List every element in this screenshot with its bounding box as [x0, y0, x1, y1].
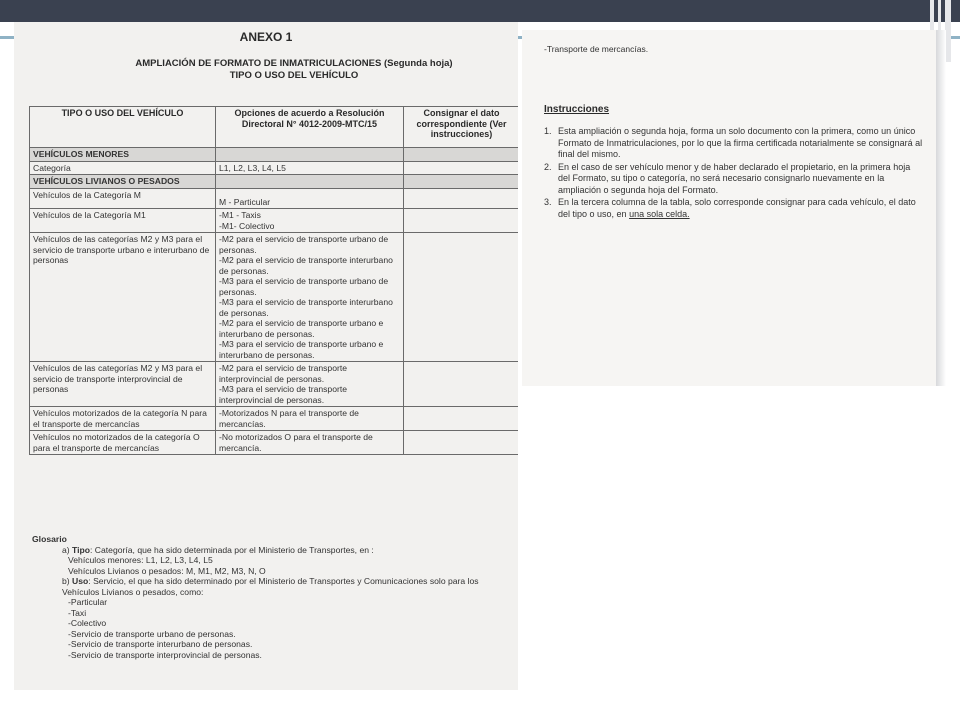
cell-label: Vehículos de la Categoría M1: [30, 209, 216, 233]
slide-top-bar: [0, 0, 960, 22]
header-tipo: TIPO O USO DEL VEHÍCULO: [30, 107, 216, 148]
cell-options: -Motorizados N para el transporte de mercancías.: [216, 407, 404, 431]
section-vehiculos-livianos: VEHÍCULOS LIVIANOS O PESADOS: [30, 175, 216, 189]
table-row: [30, 209, 519, 233]
doc-subtitle-line-1: AMPLIACIÓN DE FORMATO DE INMATRICULACIONES (Segunda hoja): [135, 58, 453, 69]
glossary-line: -Servicio de transporte interurbano de personas.: [68, 639, 253, 649]
table-row: [30, 188, 519, 209]
glossary: [32, 534, 512, 660]
doc-title: ANEXO 1: [239, 30, 293, 44]
cell-options: M - Particular: [216, 188, 404, 209]
option-line: -M2 para el servicio de transporte interurbano de personas.: [219, 255, 393, 276]
glossary-line: Vehículos menores: L1, L2, L3, L4, L5: [68, 555, 213, 565]
cell-label: Vehículos de las categorías M2 y M3 para el servicio de transporte urbano e interurbano de personas: [30, 233, 216, 362]
doc-subtitle-line-2: TIPO O USO DEL VEHÍCULO: [229, 70, 359, 81]
option-line: -M3 para el servicio de transporte urbano de personas.: [219, 276, 389, 297]
table-row: [30, 161, 519, 175]
cell-value-empty: [404, 362, 519, 407]
glossary-term: Tipo: [72, 544, 91, 555]
table-row: [30, 362, 519, 407]
scanned-page-instructions: [522, 30, 936, 386]
cell-label: Vehículos de la Categoría M: [30, 188, 216, 209]
cell-value-empty: [404, 407, 519, 431]
list-item: 3. En la tercera columna de la tabla, solo corresponde consignar para cada vehículo, el dato del tipo o uso, en una sola celda.: [544, 197, 916, 219]
table-row: [30, 148, 519, 162]
glossary-line: -Colectivo: [68, 618, 107, 628]
cell-label: Categoría: [30, 161, 216, 175]
cell-options: [216, 362, 404, 407]
table-row: [30, 175, 519, 189]
cell-label: Vehículos no motorizados de la categoría O para el transporte de mercancías: [30, 431, 216, 455]
header-consignar: Consignar el dato correspondiente (Ver instrucciones): [404, 107, 519, 148]
underlined-text: una sola celda.: [629, 208, 690, 219]
cell-options: [216, 233, 404, 362]
cell-value-empty: [404, 431, 519, 455]
vehicle-type-table: [29, 106, 518, 455]
page-shadow: [936, 30, 946, 386]
cell-value-empty: [404, 161, 519, 175]
continuation-text: -Transporte de mercancías.: [544, 44, 649, 54]
cell-value-empty: [404, 188, 519, 209]
instructions-list: [544, 126, 924, 221]
header-opciones: Opciones de acuerdo a Resolución Directoral N° 4012-2009-MTC/15: [216, 107, 404, 148]
glossary-item-b: b) Uso: Servicio, el que ha sido determinado por el Ministerio de Transportes y Comunicaciones solo para los Vehículos Livianos o pesados, como:: [62, 576, 479, 597]
glossary-line: -Taxi: [68, 607, 87, 618]
cell-options: [216, 209, 404, 233]
glossary-title: Glosario: [32, 534, 67, 544]
option-line: -M2 para el servicio de transporte urbano de personas.: [219, 234, 389, 255]
table-row: [30, 233, 519, 362]
option-line: -M3 para el servicio de transporte interprovincial de personas.: [219, 384, 348, 405]
table-header-row: [30, 107, 519, 148]
cell-label: Vehículos motorizados de la categoría N para el transporte de mercancías: [30, 407, 216, 431]
table-row: [30, 431, 519, 455]
list-item: 2. En el caso de ser vehículo menor y de haber declarado el propietario, en la primera hoja del Formato, su tipo o categoría, no será necesario consignarlo nuevamente en la ampliación o segunda hoja del Formato.: [544, 161, 911, 195]
doc-subtitle: [94, 58, 494, 82]
cell-options: L1, L2, L3, L4, L5: [216, 161, 404, 175]
table-row: [30, 407, 519, 431]
glossary-line: Vehículos Livianos o pesados: M, M1, M2, M3, N, O: [68, 565, 266, 576]
glossary-item-a: a) Tipo: Categoría, que ha sido determinada por el Ministerio de Transportes, en :: [62, 544, 374, 555]
option-line: -M3 para el servicio de transporte urbano e interurbano de personas.: [219, 339, 384, 360]
accent-line-left: [0, 36, 14, 39]
scanned-page-annex: [14, 22, 518, 690]
list-item: 1. Esta ampliación o segunda hoja, forma un solo documento con la primera, como un único Formato de Inmatriculaciones, por lo que la firma certificada notarialmente se consignará al final del mismo.: [544, 126, 923, 159]
option-line: -M2 para el servicio de transporte urbano e interurbano de personas.: [219, 318, 384, 339]
glossary-term: Uso: [72, 576, 89, 586]
glossary-line: -Particular: [68, 597, 108, 607]
option-line: -M1- Colectivo: [219, 220, 275, 231]
cell-value-empty: [404, 233, 519, 362]
cell-value-empty: [404, 209, 519, 233]
option-line: -M2 para el servicio de transporte interprovincial de personas.: [219, 363, 348, 384]
option-line: -M3 para el servicio de transporte interurbano de personas.: [219, 297, 393, 318]
cell-label: Vehículos de las categorías M2 y M3 para el servicio de transporte interprovincial de personas: [30, 362, 216, 407]
glossary-line: -Servicio de transporte interprovincial de personas.: [68, 649, 262, 660]
option-line: -M1 - Taxis: [219, 210, 261, 220]
glossary-line: -Servicio de transporte urbano de personas.: [68, 628, 236, 639]
section-vehiculos-menores: VEHÍCULOS MENORES: [30, 148, 216, 162]
cell-options: -No motorizados O para el transporte de mercancía.: [216, 431, 404, 455]
instructions-heading: Instrucciones: [544, 104, 610, 115]
